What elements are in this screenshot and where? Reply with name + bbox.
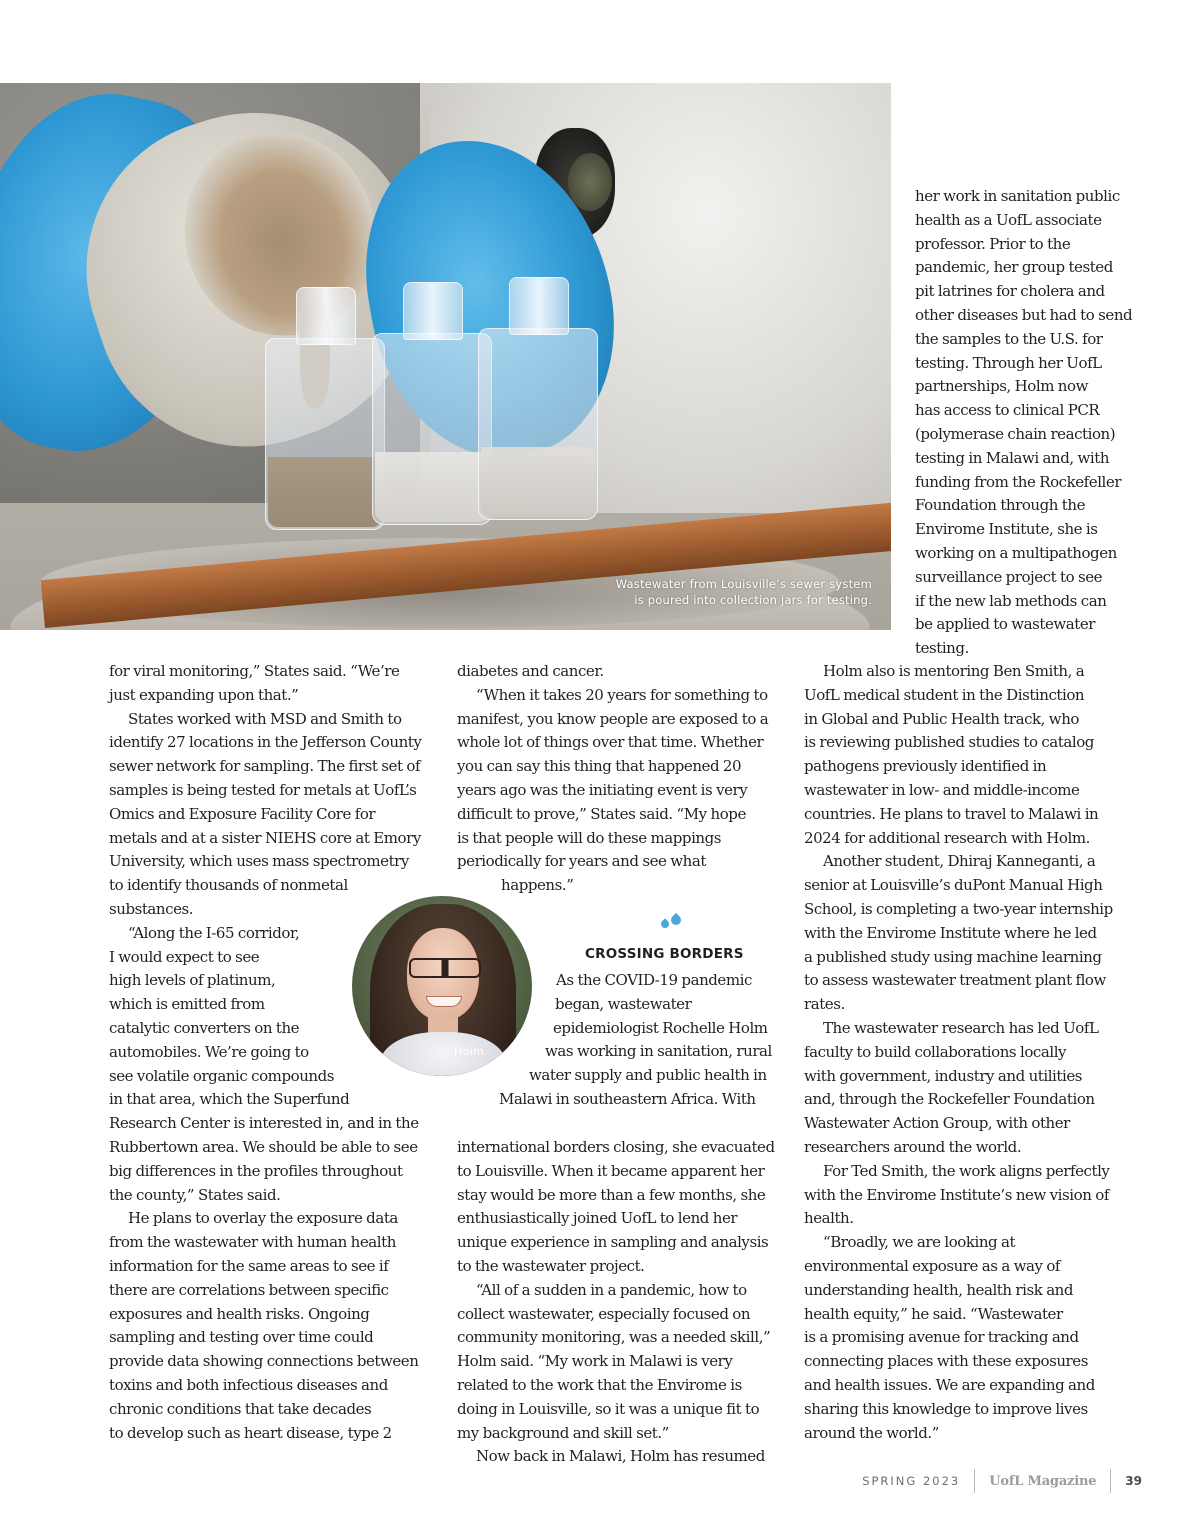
- paragraph: [109, 708, 444, 922]
- text-line: with the Envirome Institute where he led: [804, 923, 1097, 942]
- page-number: 39: [1125, 1474, 1142, 1488]
- text-line: “Broadly, we are looking at: [823, 1233, 1016, 1252]
- text-line: For Ted Smith, the work aligns perfectly: [823, 1161, 1110, 1180]
- text-line: the samples to the U.S. for: [915, 329, 1103, 348]
- paragraph: [804, 850, 1134, 1017]
- paragraph: [109, 660, 444, 708]
- text-line: sewer network for sampling. The first set of: [109, 757, 421, 776]
- column-3: [804, 660, 1134, 1445]
- text-line: “When it takes 20 years for something to: [476, 685, 768, 704]
- text-line: 2024 for additional research with Holm.: [804, 828, 1090, 847]
- text-line: Wastewater Action Group, with other: [804, 1114, 1070, 1133]
- text-line: identify 27 locations in the Jefferson County: [109, 733, 422, 752]
- lead-photo: [0, 83, 891, 630]
- column-2-rest: [457, 1136, 787, 1469]
- holm-portrait: [352, 896, 532, 1076]
- paragraph: [109, 1207, 444, 1445]
- text-line: automobiles. We’re going to: [109, 1042, 309, 1061]
- footer-divider: [974, 1469, 975, 1493]
- text-line: working on a multipathogen: [915, 543, 1117, 562]
- text-line: wastewater in low- and middle-income: [804, 780, 1080, 799]
- text-line: and health issues. We are expanding and: [804, 1375, 1095, 1394]
- text-line: began, wastewater: [555, 994, 692, 1013]
- text-line: with the Envirome Institute’s new vision of: [804, 1185, 1109, 1204]
- text-line: enthusiastically joined UofL to lend her: [457, 1209, 738, 1228]
- text-line: was working in sanitation, rural: [545, 1042, 772, 1061]
- text-line: understanding health, health risk and: [804, 1280, 1074, 1299]
- column-3-top: [915, 185, 1195, 661]
- paragraph: [804, 1231, 1134, 1445]
- text-line: He plans to overlay the exposure data: [128, 1209, 398, 1228]
- text-line: Research Center is interested in, and in the: [109, 1114, 419, 1133]
- text-line: the county,” States said.: [109, 1185, 281, 1204]
- text-line: periodically for years and see what: [457, 852, 706, 871]
- text-line: community monitoring, was a needed skill,”: [457, 1328, 771, 1347]
- issue-season: SPRING 2023: [862, 1474, 961, 1488]
- text-line: diabetes and cancer.: [457, 662, 604, 680]
- text-line: University, which uses mass spectrometry: [109, 852, 409, 871]
- text-line: Omics and Exposure Facility Core for: [109, 804, 376, 823]
- text-line: I would expect to see: [109, 947, 260, 966]
- text-line: international borders closing, she evacuated: [457, 1138, 775, 1156]
- text-line: information for the same areas to see if: [109, 1256, 389, 1275]
- text-line: testing in Malawi and, with: [915, 448, 1110, 467]
- text-line: which is emitted from: [109, 995, 265, 1014]
- text-line: happens.”: [501, 876, 574, 894]
- text-line: see volatile organic compounds: [109, 1066, 335, 1085]
- text-line: surveillance project to see: [915, 567, 1103, 586]
- text-line: health.: [804, 1209, 854, 1228]
- text-line: countries. He plans to travel to Malawi in: [804, 804, 1099, 823]
- text-line: Holm also is mentoring Ben Smith, a: [823, 662, 1085, 680]
- text-line: pathogens previously identified in: [804, 757, 1047, 776]
- photo-caption: Wastewater from Louisville’s sewer system is poured into collection jars for testing.: [615, 577, 872, 607]
- paragraph: [804, 1160, 1134, 1231]
- column-2-top: [457, 660, 787, 874]
- text-line: epidemiologist Rochelle Holm: [553, 1018, 768, 1037]
- text-line: researchers around the world.: [804, 1137, 1022, 1156]
- text-line: provide data showing connections between: [109, 1352, 419, 1371]
- text-line: you can say this thing that happened 20: [457, 757, 742, 776]
- text-line: senior at Louisville’s duPont Manual High: [804, 876, 1103, 895]
- text-line: funding from the Rockefeller: [915, 472, 1122, 491]
- text-line: and, through the Rockefeller Foundation: [804, 1090, 1095, 1109]
- text-line: related to the work that the Envirome is: [457, 1375, 742, 1394]
- text-line: sharing this knowledge to improve lives: [804, 1399, 1088, 1418]
- text-line: “Along the I-65 corridor,: [128, 923, 300, 942]
- column-2-happens: [501, 874, 573, 898]
- text-line: testing. Through her UofL: [915, 353, 1102, 372]
- text-line: Envirome Institute, she is: [915, 520, 1098, 539]
- text-line: As the COVID-19 pandemic: [556, 971, 752, 989]
- page-footer: [862, 1470, 1142, 1492]
- text-line: rates.: [804, 995, 845, 1014]
- portrait-label: Holm: [454, 1045, 484, 1058]
- text-line: pandemic, her group tested: [915, 258, 1113, 277]
- paragraph: [804, 1017, 1134, 1160]
- paragraph: [457, 684, 787, 874]
- text-line: high levels of platinum,: [109, 971, 276, 990]
- text-line: catalytic converters on the: [109, 1018, 300, 1037]
- text-line: States worked with MSD and Smith to: [128, 709, 402, 728]
- text-line: Another student, Dhiraj Kanneganti, a: [823, 852, 1096, 871]
- paragraph: [457, 1279, 787, 1446]
- text-line: my background and skill set.”: [457, 1423, 669, 1442]
- text-line: water supply and public health in: [529, 1066, 767, 1085]
- footer-divider: [1110, 1469, 1111, 1493]
- text-line: pit latrines for cholera and: [915, 282, 1105, 301]
- text-line: environmental exposure as a way of: [804, 1256, 1061, 1275]
- paragraph: [457, 1136, 787, 1279]
- text-line: manifest, you know people are exposed to a: [457, 709, 769, 728]
- text-line: UofL medical student in the Distinction: [804, 685, 1085, 704]
- text-line: collect wastewater, especially focused on: [457, 1304, 751, 1323]
- text-line: just expanding upon that.”: [109, 685, 299, 704]
- text-line: health equity,” he said. “Wastewater: [804, 1304, 1063, 1323]
- text-line: partnerships, Holm now: [915, 377, 1088, 396]
- text-line: stay would be more than a few months, she: [457, 1185, 766, 1204]
- text-line: to the wastewater project.: [457, 1256, 645, 1275]
- text-line: big differences in the profiles throughout: [109, 1161, 403, 1180]
- text-line: health as a UofL associate: [915, 210, 1102, 229]
- text-line: samples is being tested for metals at UofL’s: [109, 780, 417, 799]
- text-line: has access to clinical PCR: [915, 401, 1100, 420]
- text-line: exposures and health risks. Ongoing: [109, 1304, 370, 1323]
- text-line: if the new lab methods can: [915, 591, 1107, 610]
- text-line: toxins and both infectious diseases and: [109, 1375, 388, 1394]
- text-line: faculty to build collaborations locally: [804, 1042, 1067, 1061]
- text-line: metals and at a sister NIEHS core at Emory: [109, 828, 421, 847]
- text-line: her work in sanitation public: [915, 187, 1120, 205]
- text-line: (polymerase chain reaction): [915, 424, 1116, 443]
- text-line: is that people will do these mappings: [457, 828, 722, 847]
- text-line: unique experience in sampling and analysis: [457, 1233, 769, 1252]
- text-line: there are correlations between specific: [109, 1280, 389, 1299]
- text-line: Foundation through the: [915, 496, 1086, 515]
- text-line: substances.: [109, 899, 194, 918]
- text-line: to assess wastewater treatment plant flow: [804, 971, 1106, 990]
- text-line: testing.: [915, 639, 969, 658]
- paragraph: [804, 660, 1134, 850]
- text-line: to identify thousands of nonmetal: [109, 876, 348, 895]
- text-line: is a promising avenue for tracking and: [804, 1328, 1079, 1347]
- text-line: is reviewing published studies to catalog: [804, 733, 1094, 752]
- text-line: difficult to prove,” States said. “My hope: [457, 804, 746, 823]
- section-heading: CROSSING BORDERS: [585, 946, 744, 962]
- text-line: Now back in Malawi, Holm has resumed: [476, 1447, 765, 1466]
- water-drops-icon: [659, 914, 683, 934]
- text-line: “All of a sudden in a pandemic, how to: [476, 1280, 747, 1299]
- text-line: be applied to wastewater: [915, 615, 1096, 634]
- text-line: whole lot of things over that time. Whether: [457, 733, 764, 752]
- text-line: other diseases but had to send: [915, 305, 1133, 324]
- text-line: Rubbertown area. We should be able to see: [109, 1137, 418, 1156]
- text-line: doing in Louisville, so it was a unique fit to: [457, 1399, 760, 1418]
- text-line: School, is completing a two-year internship: [804, 899, 1113, 918]
- text-line: connecting places with these exposures: [804, 1352, 1088, 1371]
- magazine-name: UofL Magazine: [989, 1473, 1097, 1489]
- text-line: Malawi in southeastern Africa. With: [499, 1089, 756, 1108]
- paragraph: [457, 1445, 787, 1469]
- text-line: sampling and testing over time could: [109, 1328, 374, 1347]
- text-line: to develop such as heart disease, type 2: [109, 1423, 392, 1442]
- text-line: years ago was the initiating event is very: [457, 780, 748, 799]
- text-line: in Global and Public Health track, who: [804, 709, 1079, 728]
- text-line: chronic conditions that take decades: [109, 1399, 372, 1418]
- text-line: Holm said. “My work in Malawi is very: [457, 1352, 733, 1371]
- paragraph: [457, 660, 787, 684]
- text-line: from the wastewater with human health: [109, 1233, 396, 1252]
- text-line: professor. Prior to the: [915, 234, 1071, 253]
- text-line: The wastewater research has led UofL: [823, 1018, 1099, 1037]
- text-line: to Louisville. When it became apparent her: [457, 1161, 765, 1180]
- text-line: with government, industry and utilities: [804, 1066, 1082, 1085]
- text-line: for viral monitoring,” States said. “We’re: [109, 662, 400, 680]
- text-line: around the world.”: [804, 1423, 939, 1442]
- text-line: in that area, which the Superfund: [109, 1090, 350, 1109]
- text-line: a published study using machine learning: [804, 947, 1102, 966]
